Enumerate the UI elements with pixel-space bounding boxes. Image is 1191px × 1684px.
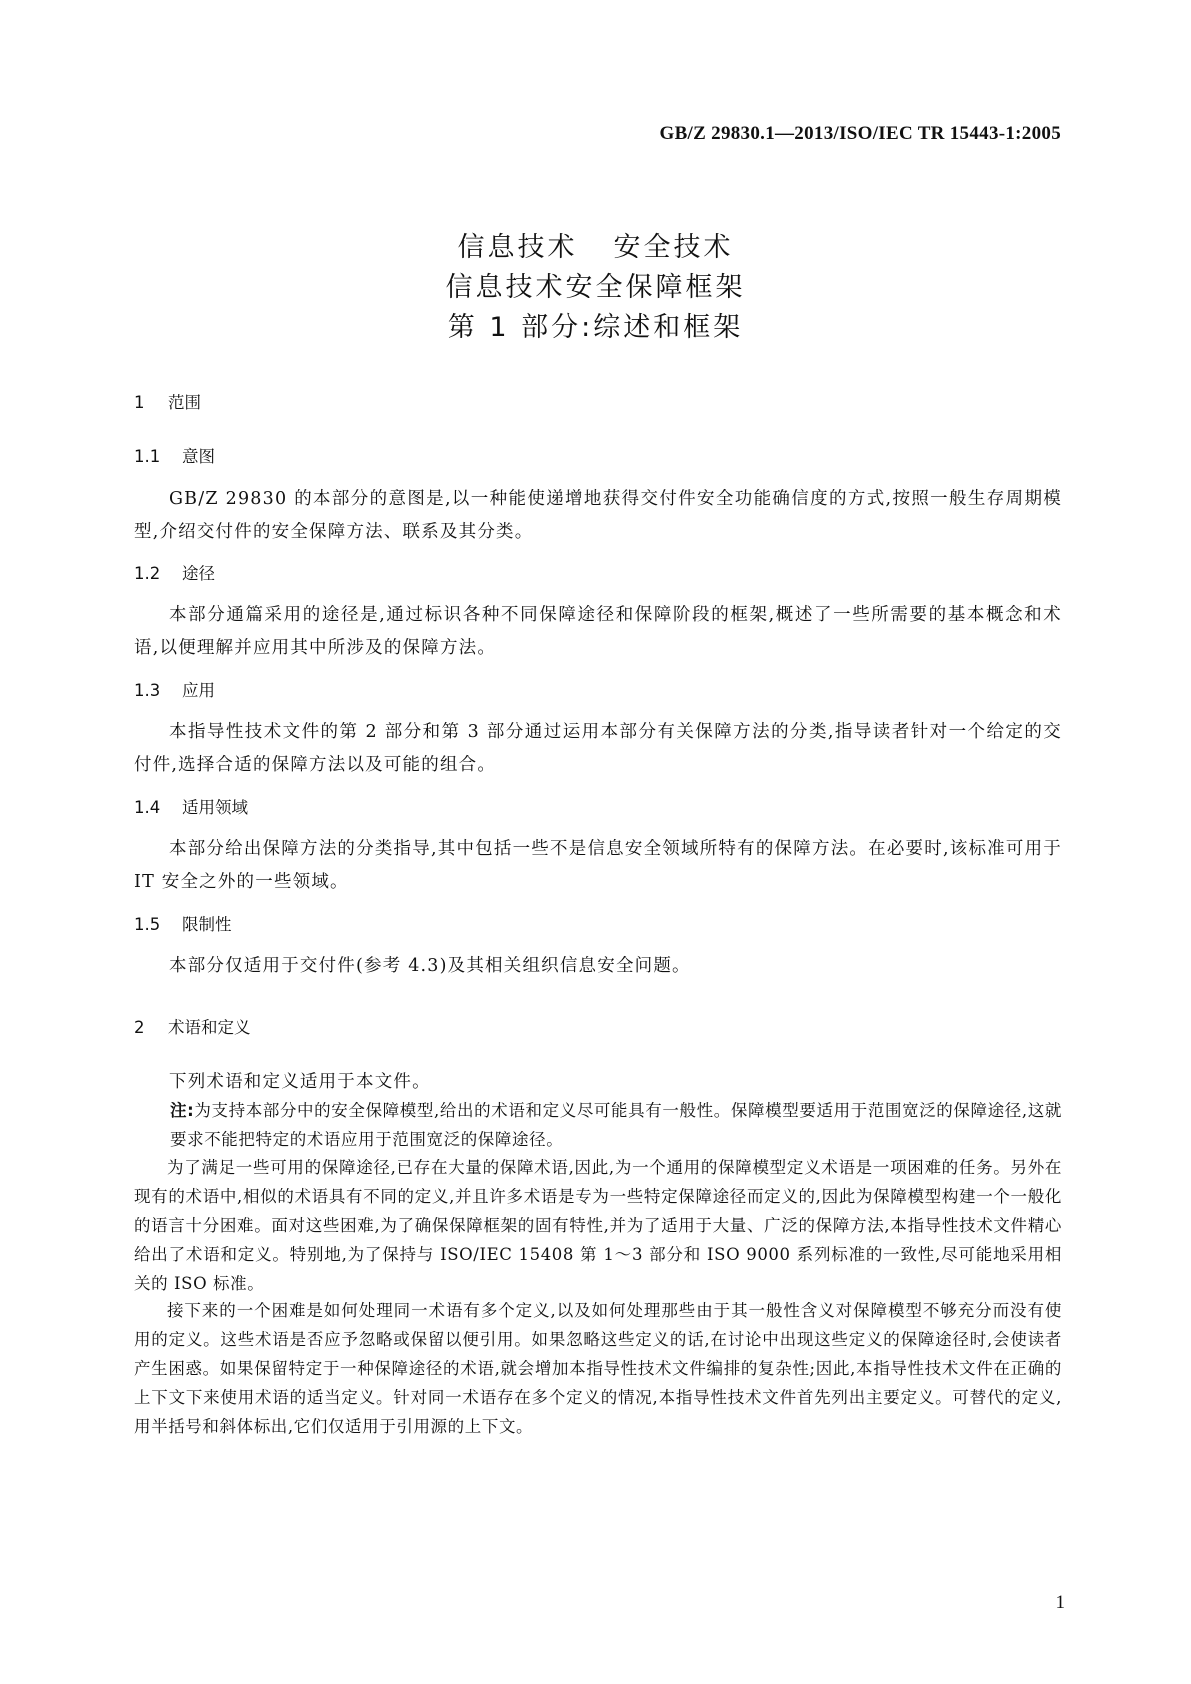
section-heading-1: 1 范围	[134, 393, 201, 412]
document-title	[0, 228, 1191, 348]
note-label: 注:	[170, 1101, 195, 1120]
title-line-1-part-a: 信息技术	[457, 232, 578, 263]
title-line-3: 第 1 部分:综述和框架	[447, 312, 744, 343]
paragraph-2-intro: 下列术语和定义适用于本文件。	[169, 1072, 431, 1092]
paragraph-1-2: 本部分通篇采用的途径是,通过标识各种不同保障途径和保障阶段的框架,概述了一些所需要的基本概念和术语,以便理解并应用其中所涉及的保障方法。	[134, 605, 1062, 658]
section-heading-1-3: 1.3 应用	[134, 681, 215, 700]
paragraph-1-5: 本部分仅适用于交付件(参考 4.3)及其相关组织信息安全问题。	[169, 956, 691, 976]
standard-identifier: GB/Z 29830.1—2013/ISO/IEC TR 15443-1:2005	[659, 123, 1061, 144]
paragraph-1-1: GB/Z 29830 的本部分的意图是,以一种能使递增地获得交付件安全功能确信度的方式,按照一般生存周期模型,介绍交付件的安全保障方法、联系及其分类。	[134, 489, 1062, 542]
section-heading-1-1: 1.1 意图	[134, 447, 215, 466]
section-heading-1-2: 1.2 途径	[134, 564, 215, 583]
section-heading-2: 2 术语和定义	[134, 1018, 251, 1037]
note	[170, 1096, 1062, 1154]
paragraph-2-1: 为了满足一些可用的保障途径,已存在大量的保障术语,因此,为一个通用的保障模型定义术语是一项困难的任务。另外在现有的术语中,相似的术语具有不同的定义,并且许多术语是专为一些特定保障途径而定义的,因此为保障模型构建一个一般化的语言十分困难。面对这些困难,为了确保保障框架的固有特性,并为了适用于大量、广泛的保障方法,本指导性技术文件精心给出了术语和定义。特别地,为了保持与 ISO/IEC 15408 第 1～3 部分和 ISO 9000 系列标准的一致性,尽可能地采用相关的 ISO 标准。	[134, 1158, 1062, 1293]
title-line-1	[0, 228, 1191, 268]
section-heading-1-4: 1.4 适用领域	[134, 798, 248, 817]
note-text: 为支持本部分中的安全保障模型,给出的术语和定义尽可能具有一般性。保障模型要适用于范围宽泛的保障途径,这就要求不能把特定的术语应用于范围宽泛的保障途径。	[170, 1101, 1062, 1149]
paragraph-1-4: 本部分给出保障方法的分类指导,其中包括一些不是信息安全领域所特有的保障方法。在必要时,该标准可用于 IT 安全之外的一些领域。	[134, 839, 1062, 892]
page-number: 1	[1055, 1592, 1065, 1613]
paragraph-1-3: 本指导性技术文件的第 2 部分和第 3 部分通过运用本部分有关保障方法的分类,指导读者针对一个给定的交付件,选择合适的保障方法以及可能的组合。	[134, 722, 1062, 775]
section-heading-1-5: 1.5 限制性	[134, 915, 232, 934]
paragraph-2-2: 接下来的一个困难是如何处理同一术语有多个定义,以及如何处理那些由于其一般性含义对保障模型不够充分而没有使用的定义。这些术语是否应予忽略或保留以便引用。如果忽略这些定义的话,在讨论中出现这些定义的保障途径时,会使读者产生困惑。如果保留特定于一种保障途径的术语,就会增加本指导性技术文件编排的复杂性;因此,本指导性技术文件在正确的上下文下来使用术语的适当定义。针对同一术语存在多个定义的情况,本指导性技术文件首先列出主要定义。可替代的定义,用半括号和斜体标出,它们仅适用于引用源的上下文。	[134, 1301, 1062, 1436]
title-line-2: 信息技术安全保障框架	[445, 272, 746, 303]
title-line-1-part-b: 安全技术	[613, 232, 734, 263]
